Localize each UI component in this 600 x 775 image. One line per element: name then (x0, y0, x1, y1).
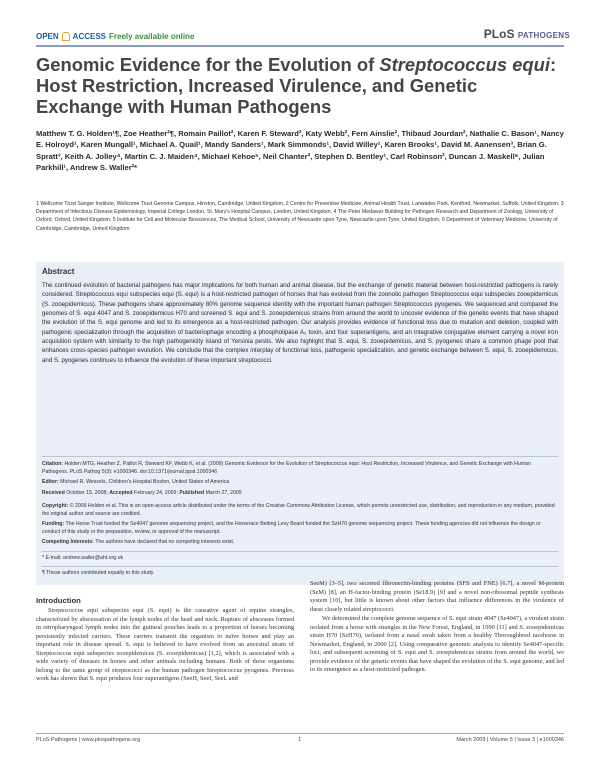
abstract-text: The continued evolution of bacterial pathogens has major implications for both human and animal disease, but the exchange of genetic material between host-restricted pathogens is rarely considered. Streptococcus equi subspecies equi (S. equi) is a host-restricted pathogen of horses that has evolved from the zoonotic pathogen Streptococcus equi subspecies zooepidemicus (S. zooepidemicus). These pathogens share approximately 80% genome sequence identity with the important human pathogen Streptococcus pyogenes. We sequenced and compared the genomes of S. equi 4047 and S. zooepidemicus H70 and screened S. equi and S. zooepidemicus strains from around the world to uncover evidence of the genetic events that have shaped the evolution of the S. equi genome and led to its emergence as a host-restricted pathogen. Our analysis provides evidence of functional loss due to mutation and deletion, coupled with pathogenic specialization through the acquisition of bacteriophage encoding a phospholipase A₂ toxin, and four superantigens, and an integrative conjugative element carrying a novel iron acquisition system with similarity to the high pathogenicity island of Yersinia pestis. We also highlight that S. equi, S. zooepidemicus, and S. pyogenes share a common phage pool that enhances cross-species pathogen evolution. We conclude that the complex interplay of functional loss, pathogenic specialization, and genetic exchange between S. equi, S. zooepidemicus, and S. pyogenes continues to influence the evolution of these important streptococci. (42, 282, 558, 364)
copyright-label: Copyright: (42, 503, 69, 509)
equal-contribution-note: ¶ These authors contributed equally to this study. (42, 570, 155, 576)
email-divider (42, 551, 558, 552)
access-label: ACCESS (72, 32, 107, 41)
funding-text: The Horse Trust funded the Se4047 genome sequencing project, and the Horserace Betting Levy Board funded the SzH70 genome sequencing project. These funding agencies did not influence the design or conduct of this study or the preparation, review, or approval of the manuscript. (42, 521, 541, 535)
funding-label: Funding: (42, 521, 65, 527)
journal-logo-sub: PATHOGENS (517, 31, 570, 40)
editor-label: Editor: (42, 479, 59, 485)
editor-text: Michael R. Wessels, Children's Hospital Boston, United States of America (60, 479, 230, 485)
accepted-date: February 24, 2009; (134, 490, 178, 496)
editor-block (42, 479, 558, 487)
article-title (36, 54, 566, 117)
introduction-column-1: Streptococcus equi subspecies equi (S. equi) is the causative agent of equine strangles, characterized by abscessation of the lymph nodes of the head and neck. Rupture of abscesses formed in retropharyngeal lymph nodes into the guttural pouches leads to a proportion of horses becoming persistently infected carriers. These carriers transmit the organism to naïve horses and play an important role in disease spread. S. equi is believed to have evolved from an ancestral strain of Streptococcus equi subspecies zooepidemicus (S. zooepidemicus) [1,2], which is associated with a wide variety of diseases in horses and other animals including humans. Both of these organisms belong to the same group of streptococci as the human pathogen Streptococcus pyogenes. Previous work has shown that S. equi produces four superantigens (SeeH, SeeI, SeeL and (36, 607, 294, 682)
journal-logo (484, 27, 570, 41)
author-email: * E-mail: andrew.waller@aht.org.uk (42, 555, 124, 561)
open-access-lock-icon (62, 32, 70, 41)
affiliations: 1 Wellcome Trust Sanger Institute, Wellcome Trust Genome Campus, Hinxton, Cambridge, United Kingdom, 2 Centre for Preventive Medicine, Animal Health Trust, Lanwades Park, Kentford, Newmarket, Suffolk, United Kingdom, 3 Department of Infectious Disease Epidemiology, Imperial College London, St. Mary's Hospital Campus, London, United Kingdom, 4 The Peter Medawar Building for Pathogen Research and Department of Zoology, University of Oxford, Oxford, United Kingdom, 5 Institute for Cell and Molecular Biosciences, The Medical School, University of Newcastle upon Tyne, Newcastle upon Tyne, United Kingdom, 6 Department of Veterinary Medicine, University of Cambridge, Cambridge, United Kingdom (36, 201, 564, 232)
abstract-divider (42, 456, 558, 457)
freely-available-label: Freely available online (109, 32, 195, 41)
header-rule (36, 45, 564, 47)
footer-page-number: 1 (298, 737, 302, 743)
accepted-label: Accepted (109, 490, 133, 496)
dates-block (42, 490, 558, 498)
received-date: October 15, 2008; (66, 490, 108, 496)
author-list: Matthew T. G. Holden¹¶, Zoe Heather²¶, Romain Paillot², Karen F. Steward², Katy Webb², Fern Ainslie², Thibaud Jourdan², Nathalie C. Bason¹, Nancy E. Holroyd¹, Karen Mungall¹, Michael A. Quail¹, Mandy Sanders¹, Mark Simmonds¹, David Willey¹, Karen Brooks¹, David M. Aanensen³, Brian G. Spratt³, Keith A. Jolley⁴, Martin C. J. Maiden⁴, Michael Kehoe⁵, Neil Chanter², Stephen D. Bentley¹, Carl Robinson², Duncan J. Maskell⁶, Julian Parkhill¹, Andrew S. Waller²* (36, 129, 564, 173)
published-date: March 27, 2009 (205, 490, 242, 496)
footer-issue: March 2009 | Volume 5 | Issue 3 | e1000346 (456, 737, 564, 743)
equal-contrib-divider (42, 566, 558, 567)
abstract-heading: Abstract (42, 267, 75, 276)
footer-rule (36, 733, 564, 734)
open-access-label: OPEN (36, 32, 59, 41)
introduction-heading: Introduction (36, 596, 81, 605)
journal-logo-main: PLoS (483, 27, 515, 41)
citation-block (42, 461, 558, 477)
copyright-block (42, 503, 558, 519)
competing-interests-label: Competing Interests: (42, 539, 94, 545)
title-part-3: : Host Restriction, Increased Virulence, and Genetic Exchange with Human Pathogens (36, 54, 557, 117)
published-label: Published (179, 490, 205, 496)
column-2-paragraph-2: We determined the complete genome sequence of S. equi strain 4047 (Se4047), a virulent strain isolated from a horse with strangles in the New Forest, England, in 1990 [11] and S. zooepidemicus strain H70 (SzH70), isolated from a nasal swab taken from a healthy Thoroughbred racehorse in Newmarket, England, in 2000 [2]. Using comparative genomic analysis to identify Se4047-specific loci, and subsequent screening of S. equi and S. zooepidemicus strains from around the world, we provide evidence of the genetic events that have shaped the evolution of the S. equi genome, and led to its emergence as a host-restricted pathogen. (310, 615, 564, 674)
citation-label: Citation: (42, 461, 64, 467)
open-access-badge (36, 32, 194, 41)
citation-text: Holden MTG, Heather Z, Paillot R, Steward KF, Webb K, et al. (2009) Genomic Evidence for the Evolution of Streptococcus equi: Host Restriction, Increased Virulence, and Genetic Exchange with Human Pathogens. PLoS Pathog 5(3): e1000346. doi:10.1371/journal.ppat.1000346 (42, 461, 531, 475)
copyright-text: © 2009 Holden et al. This is an open-access article distributed under the terms of the Creative Commons Attribution License, which permits unrestricted use, distribution, and reproduction in any medium, provided the original author and source are credited. (42, 503, 555, 517)
competing-interests-text: The authors have declared that no competing interests exist. (95, 539, 235, 545)
received-label: Received (42, 490, 65, 496)
column-2-paragraph-1: SeeM) [3–5], two secreted fibronectin-binding proteins (SFS and FNE) [6,7], a novel M-protein (SeM) [8], an H-factor-binding protein (Se18.9) [9] and a novel non-ribosomal peptide synthesis system [10], but little is known about other factors that influence differences in the virulence of these closely related streptococci. (310, 580, 564, 613)
funding-block (42, 521, 558, 537)
title-part-1: Genomic Evidence for the Evolution of (36, 54, 380, 75)
introduction-column-2 (310, 580, 564, 675)
title-part-2: Streptococcus equi (379, 54, 551, 75)
footer-journal: PLoS Pathogens | www.plospathogens.org (36, 737, 141, 743)
competing-interests-block (42, 539, 558, 547)
